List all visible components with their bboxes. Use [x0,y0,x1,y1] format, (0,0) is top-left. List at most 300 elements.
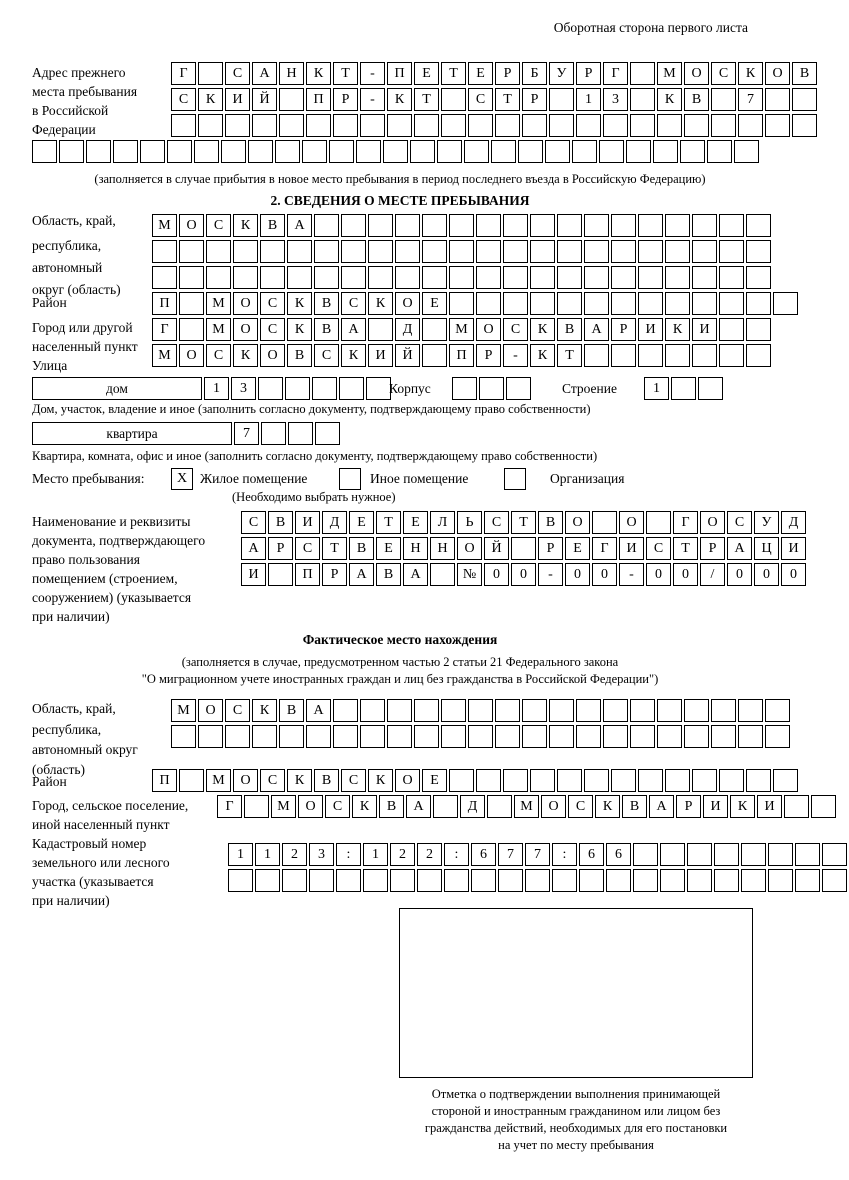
char-cell[interactable] [638,266,663,289]
char-cell[interactable] [268,563,293,586]
char-cell[interactable] [611,769,636,792]
stroenie-values[interactable] [644,377,725,400]
char-cell[interactable]: : [336,843,361,866]
char-cell[interactable]: Д [781,511,806,534]
char-cell[interactable] [711,725,736,748]
char-cell[interactable] [468,114,493,137]
char-cell[interactable]: 2 [390,843,415,866]
char-cell[interactable]: Н [430,537,455,560]
char-cell[interactable] [468,699,493,722]
char-cell[interactable]: И [368,344,393,367]
char-cell[interactable] [719,214,744,237]
stamp-box[interactable] [399,908,753,1078]
region-row-1[interactable] [152,214,773,237]
char-cell[interactable] [671,377,696,400]
char-cell[interactable]: А [349,563,374,586]
char-cell[interactable]: Р [538,537,563,560]
char-cell[interactable] [198,114,223,137]
char-cell[interactable]: С [711,62,736,85]
char-cell[interactable] [746,214,771,237]
char-cell[interactable]: С [225,62,250,85]
char-cell[interactable] [441,725,466,748]
char-cell[interactable] [255,869,280,892]
char-cell[interactable] [792,88,817,111]
char-cell[interactable] [336,869,361,892]
char-cell[interactable]: А [341,318,366,341]
char-cell[interactable] [746,266,771,289]
char-cell[interactable] [306,725,331,748]
char-cell[interactable]: Й [395,344,420,367]
char-cell[interactable] [584,769,609,792]
char-cell[interactable]: 0 [727,563,752,586]
char-cell[interactable]: Е [376,537,401,560]
char-cell[interactable]: В [314,318,339,341]
char-cell[interactable]: В [314,769,339,792]
char-cell[interactable]: О [260,344,285,367]
char-cell[interactable] [603,725,628,748]
char-cell[interactable]: Н [279,62,304,85]
char-cell[interactable]: - [360,62,385,85]
char-cell[interactable] [545,140,570,163]
char-cell[interactable] [792,114,817,137]
char-cell[interactable] [233,240,258,263]
char-cell[interactable] [368,318,393,341]
char-cell[interactable]: Т [441,62,466,85]
char-cell[interactable] [315,422,340,445]
char-cell[interactable]: М [657,62,682,85]
char-cell[interactable] [579,869,604,892]
char-cell[interactable]: Й [484,537,509,560]
char-cell[interactable] [765,725,790,748]
char-cell[interactable] [630,62,655,85]
char-cell[interactable] [171,725,196,748]
char-cell[interactable]: О [179,214,204,237]
char-cell[interactable] [152,240,177,263]
char-cell[interactable] [557,292,582,315]
prev-address-row-1[interactable] [171,62,819,85]
char-cell[interactable] [198,725,223,748]
char-cell[interactable] [333,699,358,722]
char-cell[interactable] [549,699,574,722]
char-cell[interactable] [422,240,447,263]
char-cell[interactable]: 1 [204,377,229,400]
char-cell[interactable]: Т [322,537,347,560]
document-row-1[interactable] [241,511,808,534]
char-cell[interactable]: 6 [579,843,604,866]
char-cell[interactable]: О [233,318,258,341]
char-cell[interactable] [692,266,717,289]
char-cell[interactable]: Р [268,537,293,560]
char-cell[interactable]: - [619,563,644,586]
char-cell[interactable] [368,240,393,263]
char-cell[interactable] [387,699,412,722]
char-cell[interactable] [476,214,501,237]
char-cell[interactable]: Е [349,511,374,534]
char-cell[interactable]: Р [522,88,547,111]
char-cell[interactable] [719,344,744,367]
char-cell[interactable] [495,699,520,722]
char-cell[interactable] [288,422,313,445]
char-cell[interactable]: М [449,318,474,341]
char-cell[interactable]: А [727,537,752,560]
char-cell[interactable]: 7 [525,843,550,866]
char-cell[interactable] [414,699,439,722]
char-cell[interactable] [452,377,477,400]
char-cell[interactable]: О [565,511,590,534]
char-cell[interactable] [576,725,601,748]
char-cell[interactable]: М [171,699,196,722]
char-cell[interactable] [549,725,574,748]
char-cell[interactable]: Т [333,62,358,85]
char-cell[interactable] [711,699,736,722]
char-cell[interactable] [228,869,253,892]
char-cell[interactable] [476,769,501,792]
char-cell[interactable]: Е [422,292,447,315]
char-cell[interactable] [390,869,415,892]
char-cell[interactable]: С [341,769,366,792]
char-cell[interactable] [692,214,717,237]
char-cell[interactable]: 1 [363,843,388,866]
char-cell[interactable] [630,725,655,748]
char-cell[interactable] [741,843,766,866]
char-cell[interactable]: О [765,62,790,85]
char-cell[interactable]: О [619,511,644,534]
char-cell[interactable] [422,344,447,367]
char-cell[interactable] [746,318,771,341]
char-cell[interactable]: Т [511,511,536,534]
char-cell[interactable]: В [792,62,817,85]
char-cell[interactable] [768,869,793,892]
char-cell[interactable] [449,769,474,792]
char-cell[interactable]: О [298,795,323,818]
char-cell[interactable] [557,214,582,237]
char-cell[interactable] [592,511,617,534]
char-cell[interactable] [441,699,466,722]
char-cell[interactable] [260,240,285,263]
char-cell[interactable] [479,377,504,400]
char-cell[interactable] [522,114,547,137]
char-cell[interactable]: К [198,88,223,111]
char-cell[interactable]: М [152,214,177,237]
char-cell[interactable] [314,214,339,237]
char-cell[interactable] [665,214,690,237]
char-cell[interactable]: 1 [228,843,253,866]
char-cell[interactable] [633,869,658,892]
char-cell[interactable]: Г [603,62,628,85]
char-cell[interactable] [768,843,793,866]
char-cell[interactable]: А [252,62,277,85]
char-cell[interactable]: К [252,699,277,722]
char-cell[interactable]: К [287,292,312,315]
char-cell[interactable]: Р [576,62,601,85]
char-cell[interactable] [503,214,528,237]
char-cell[interactable] [503,266,528,289]
char-cell[interactable] [584,214,609,237]
actual-city-row[interactable] [217,795,838,818]
char-cell[interactable] [306,114,331,137]
char-cell[interactable] [503,769,528,792]
char-cell[interactable]: М [206,292,231,315]
char-cell[interactable]: О [457,537,482,560]
char-cell[interactable]: С [260,769,285,792]
char-cell[interactable]: 0 [781,563,806,586]
char-cell[interactable] [260,266,285,289]
char-cell[interactable] [261,422,286,445]
char-cell[interactable] [626,140,651,163]
char-cell[interactable] [309,869,334,892]
char-cell[interactable]: А [306,699,331,722]
char-cell[interactable] [603,699,628,722]
char-cell[interactable]: О [198,699,223,722]
char-cell[interactable]: У [549,62,574,85]
char-cell[interactable] [660,869,685,892]
char-cell[interactable] [312,377,337,400]
char-cell[interactable] [584,344,609,367]
char-cell[interactable]: И [781,537,806,560]
char-cell[interactable]: Р [700,537,725,560]
char-cell[interactable] [422,266,447,289]
char-cell[interactable]: О [476,318,501,341]
region-row-2[interactable] [152,240,773,263]
char-cell[interactable] [329,140,354,163]
char-cell[interactable]: 0 [565,563,590,586]
char-cell[interactable] [530,266,555,289]
char-cell[interactable] [530,769,555,792]
char-cell[interactable] [206,266,231,289]
char-cell[interactable] [360,114,385,137]
char-cell[interactable]: У [754,511,779,534]
char-cell[interactable]: 7 [234,422,259,445]
char-cell[interactable]: М [206,318,231,341]
char-cell[interactable] [86,140,111,163]
char-cell[interactable]: К [287,318,312,341]
char-cell[interactable] [179,318,204,341]
char-cell[interactable]: С [206,214,231,237]
char-cell[interactable] [449,292,474,315]
char-cell[interactable]: А [406,795,431,818]
char-cell[interactable] [430,563,455,586]
char-cell[interactable] [468,725,493,748]
char-cell[interactable]: В [268,511,293,534]
char-cell[interactable] [811,795,836,818]
char-cell[interactable] [711,88,736,111]
char-cell[interactable] [522,725,547,748]
char-cell[interactable]: Р [322,563,347,586]
char-cell[interactable] [525,869,550,892]
char-cell[interactable] [221,140,246,163]
char-cell[interactable] [498,869,523,892]
char-cell[interactable]: И [692,318,717,341]
char-cell[interactable] [194,140,219,163]
char-cell[interactable] [765,114,790,137]
char-cell[interactable] [422,318,447,341]
char-cell[interactable]: Ц [754,537,779,560]
char-cell[interactable] [660,843,685,866]
char-cell[interactable]: К [306,62,331,85]
char-cell[interactable]: Е [565,537,590,560]
char-cell[interactable] [638,769,663,792]
char-cell[interactable] [653,140,678,163]
char-cell[interactable] [552,869,577,892]
char-cell[interactable]: С [260,318,285,341]
char-cell[interactable]: № [457,563,482,586]
char-cell[interactable] [638,240,663,263]
char-cell[interactable] [638,344,663,367]
char-cell[interactable] [314,266,339,289]
char-cell[interactable]: С [484,511,509,534]
char-cell[interactable]: П [152,769,177,792]
char-cell[interactable]: С [241,511,266,534]
char-cell[interactable] [179,292,204,315]
char-cell[interactable] [341,266,366,289]
char-cell[interactable] [633,843,658,866]
char-cell[interactable] [530,292,555,315]
char-cell[interactable]: К [233,214,258,237]
char-cell[interactable] [279,725,304,748]
char-cell[interactable] [611,344,636,367]
char-cell[interactable] [179,266,204,289]
char-cell[interactable]: А [584,318,609,341]
char-cell[interactable] [339,377,364,400]
char-cell[interactable] [252,114,277,137]
char-cell[interactable]: Ь [457,511,482,534]
char-cell[interactable] [665,292,690,315]
char-cell[interactable]: 0 [484,563,509,586]
prev-address-row-4[interactable] [32,140,761,163]
char-cell[interactable] [606,869,631,892]
char-cell[interactable]: 3 [603,88,628,111]
char-cell[interactable]: С [325,795,350,818]
char-cell[interactable] [341,214,366,237]
char-cell[interactable]: С [341,292,366,315]
char-cell[interactable] [630,114,655,137]
cadastre-row-2[interactable] [228,869,849,892]
document-row-3[interactable] [241,563,808,586]
char-cell[interactable]: О [684,62,709,85]
char-cell[interactable] [410,140,435,163]
char-cell[interactable] [495,725,520,748]
char-cell[interactable] [576,699,601,722]
char-cell[interactable]: Р [611,318,636,341]
char-cell[interactable] [603,114,628,137]
house-values[interactable] [204,377,393,400]
char-cell[interactable]: В [279,699,304,722]
char-cell[interactable] [738,699,763,722]
char-cell[interactable] [665,344,690,367]
flat-line[interactable] [32,422,342,445]
char-cell[interactable]: М [514,795,539,818]
char-cell[interactable]: К [368,769,393,792]
prev-address-row-2[interactable] [171,88,819,111]
char-cell[interactable] [233,266,258,289]
char-cell[interactable] [414,114,439,137]
char-cell[interactable] [441,114,466,137]
char-cell[interactable]: В [557,318,582,341]
char-cell[interactable]: К [341,344,366,367]
char-cell[interactable]: С [171,88,196,111]
char-cell[interactable]: И [241,563,266,586]
char-cell[interactable] [576,114,601,137]
char-cell[interactable] [333,114,358,137]
char-cell[interactable]: А [403,563,428,586]
char-cell[interactable] [746,769,771,792]
char-cell[interactable]: В [538,511,563,534]
char-cell[interactable]: 1 [576,88,601,111]
char-cell[interactable] [275,140,300,163]
char-cell[interactable] [530,240,555,263]
char-cell[interactable]: К [287,769,312,792]
char-cell[interactable] [437,140,462,163]
char-cell[interactable]: 1 [644,377,669,400]
char-cell[interactable] [746,240,771,263]
char-cell[interactable] [471,869,496,892]
char-cell[interactable]: А [287,214,312,237]
char-cell[interactable]: Р [476,344,501,367]
char-cell[interactable] [152,266,177,289]
char-cell[interactable] [449,240,474,263]
char-cell[interactable]: В [314,292,339,315]
char-cell[interactable] [765,88,790,111]
char-cell[interactable] [638,292,663,315]
char-cell[interactable] [557,240,582,263]
char-cell[interactable] [714,843,739,866]
char-cell[interactable]: О [233,769,258,792]
char-cell[interactable] [711,114,736,137]
char-cell[interactable]: Й [252,88,277,111]
char-cell[interactable]: Е [414,62,439,85]
char-cell[interactable]: С [260,292,285,315]
char-cell[interactable] [822,869,847,892]
char-cell[interactable] [363,869,388,892]
char-cell[interactable] [113,140,138,163]
char-cell[interactable] [687,869,712,892]
char-cell[interactable] [360,725,385,748]
char-cell[interactable] [698,377,723,400]
char-cell[interactable] [773,292,798,315]
char-cell[interactable]: Д [460,795,485,818]
char-cell[interactable] [746,344,771,367]
char-cell[interactable] [692,769,717,792]
char-cell[interactable]: П [152,292,177,315]
char-cell[interactable] [282,869,307,892]
char-cell[interactable] [341,240,366,263]
char-cell[interactable]: И [757,795,782,818]
char-cell[interactable] [59,140,84,163]
char-cell[interactable]: К [368,292,393,315]
char-cell[interactable]: И [619,537,644,560]
char-cell[interactable]: И [638,318,663,341]
char-cell[interactable]: Р [333,88,358,111]
char-cell[interactable]: К [738,62,763,85]
char-cell[interactable] [285,377,310,400]
char-cell[interactable]: К [595,795,620,818]
char-cell[interactable] [464,140,489,163]
char-cell[interactable]: С [206,344,231,367]
char-cell[interactable] [287,240,312,263]
char-cell[interactable] [258,377,283,400]
char-cell[interactable]: Т [495,88,520,111]
char-cell[interactable]: Н [403,537,428,560]
actual-region-row-1[interactable] [171,699,792,722]
char-cell[interactable]: Е [422,769,447,792]
char-cell[interactable]: С [295,537,320,560]
char-cell[interactable] [32,140,57,163]
char-cell[interactable] [719,769,744,792]
char-cell[interactable]: Б [522,62,547,85]
char-cell[interactable]: А [241,537,266,560]
korpus-values[interactable] [452,377,533,400]
char-cell[interactable]: П [306,88,331,111]
